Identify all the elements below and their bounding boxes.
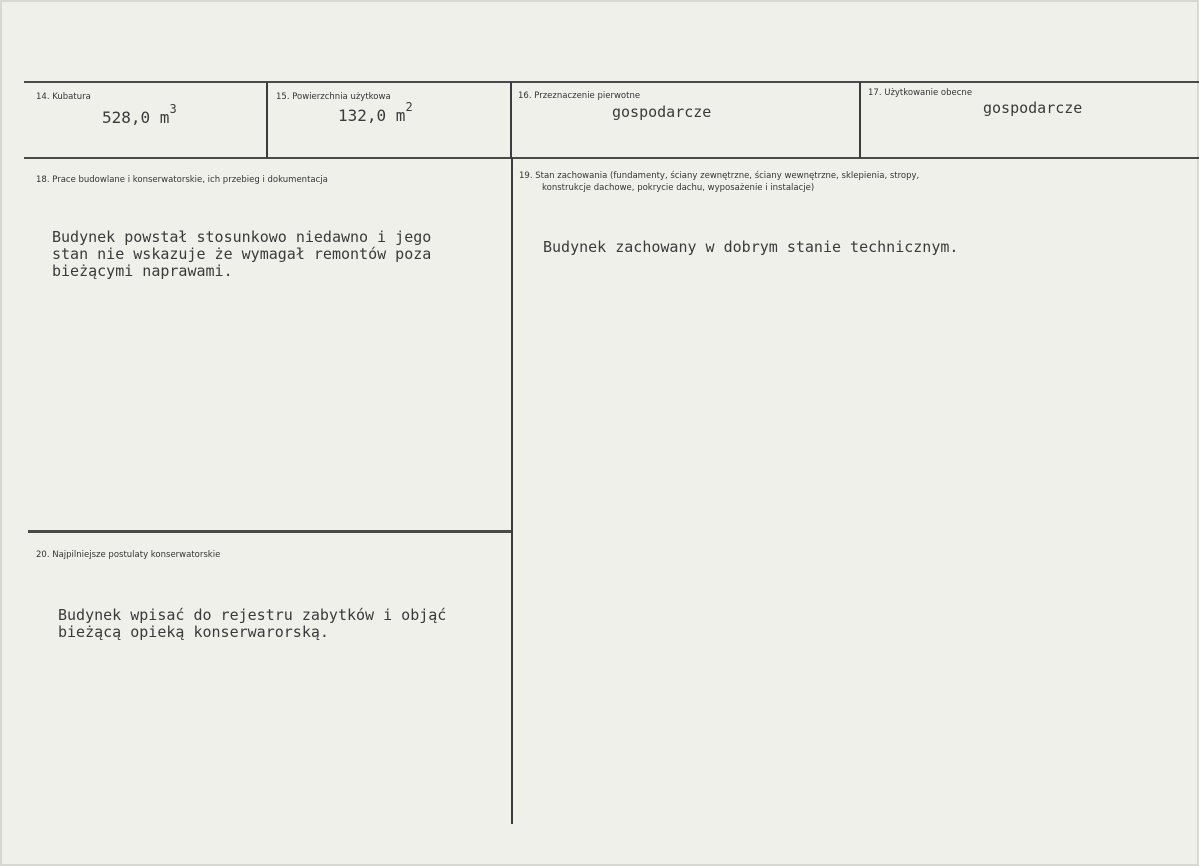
main-column-divider [511,158,513,824]
row2-rule [24,157,1199,159]
przeznaczenie-label: 16. Przeznaczenie pierwotne [518,91,641,101]
powierzchnia-value: 132,0 $m^2$ [338,100,413,125]
powierzchnia-label: 15. Powierzchnia użytkowa [276,92,391,102]
kubatura-label: 14. Kubatura [36,92,91,102]
uzytkowanie-label: 17. Użytkowanie obecne [868,88,973,98]
divider-15-16 [510,82,512,158]
prace-text: Budynek powstał stosunkowo niedawno i jego stan nie wskazuje że wymagał remontów poza bieżącymi naprawami. [52,228,432,280]
postulaty-label: 20. Najpilniejsze postulaty konserwatorskie [36,550,221,560]
stan-label-line1: 19. Stan zachowania (fundamenty, ściany zewnętrzne, ściany wewnętrzne, sklepienia, stropy, [519,171,920,181]
box20-rule [28,530,512,533]
prace-label: 18. Prace budowlane i konserwatorskie, ich przebieg i dokumentacja [36,175,328,185]
postulaty-text: Budynek wpisać do rejestru zabytków i objąć bieżącą opieką konserwarorską. [58,606,447,641]
divider-14-15 [266,82,268,158]
kubatura-value: 528,0 $m^3$ [102,102,177,127]
przeznaczenie-value: gospodarcze [612,103,712,121]
stan-label-line2: konstrukcje dachowe, pokrycie dachu, wyposażenie i instalacje) [542,183,815,193]
stan-text: Budynek zachowany w dobrym stanie technicznym. [543,238,959,256]
top-rule [24,81,1199,83]
uzytkowanie-value: gospodarcze [983,99,1083,117]
divider-16-17 [859,82,861,158]
